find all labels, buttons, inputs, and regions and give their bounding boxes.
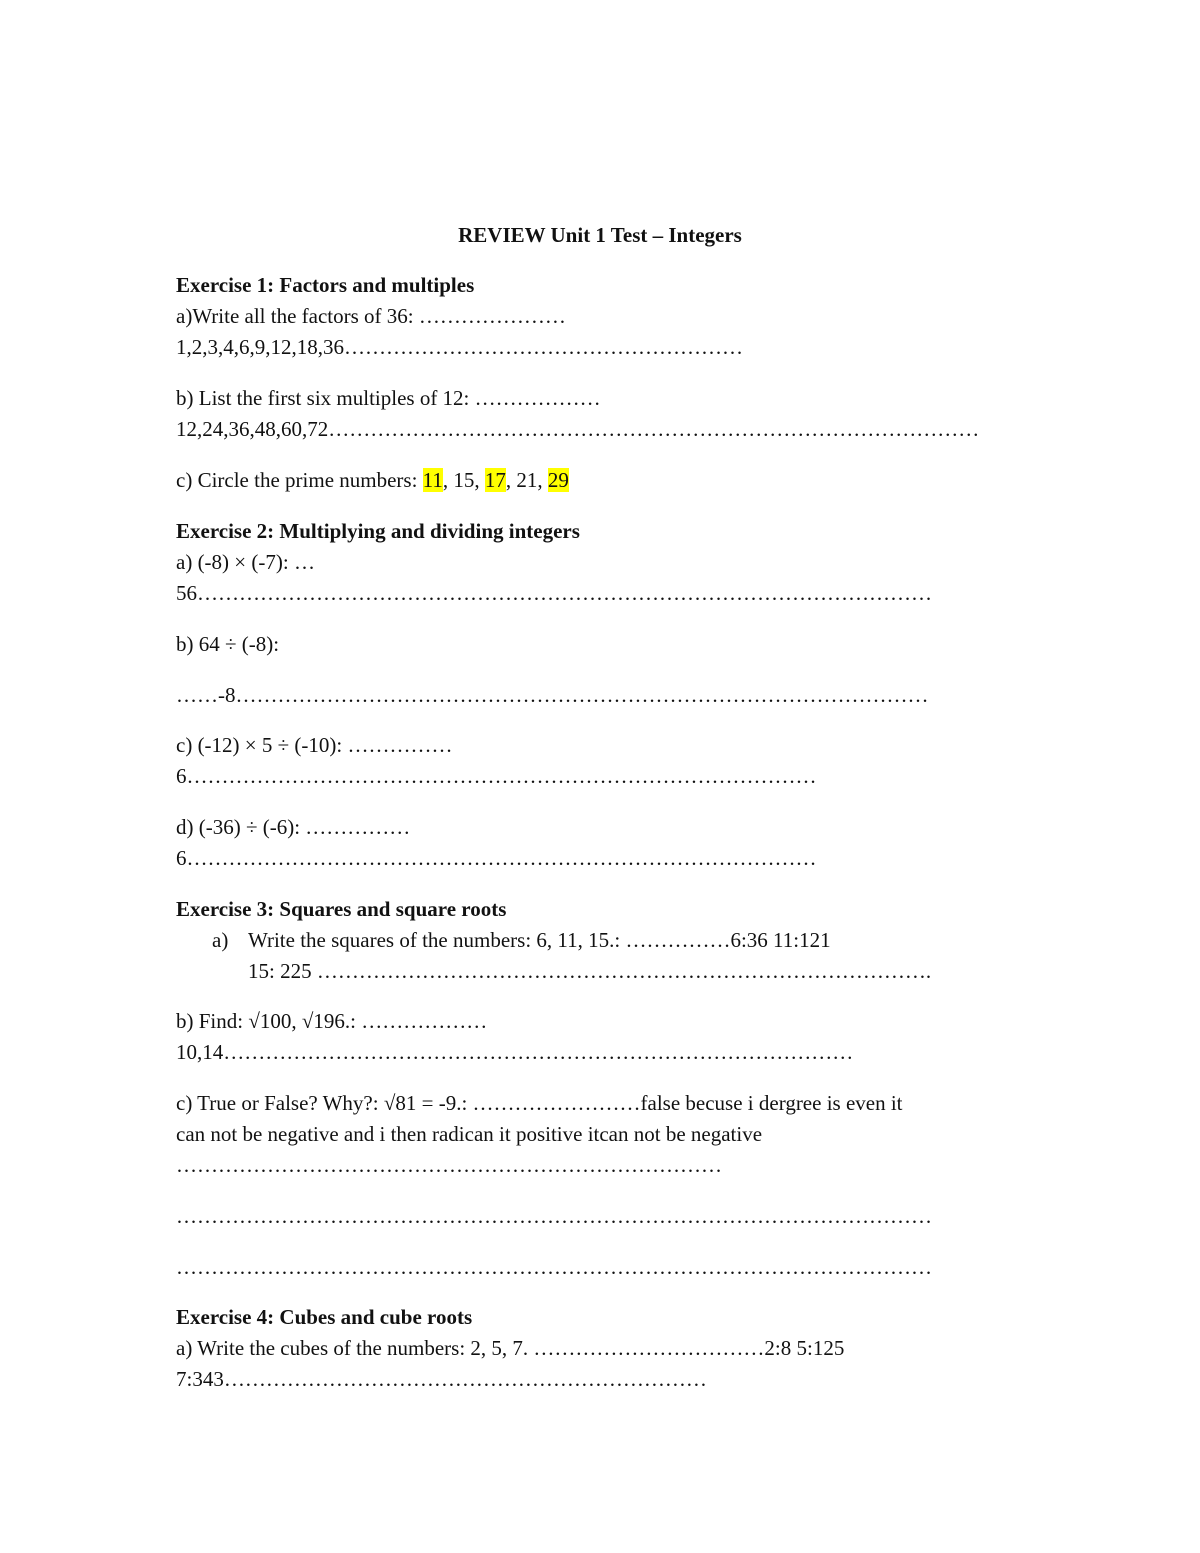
exercise-1a-question: a)Write all the factors of 36: ………………… (176, 304, 566, 328)
number-separator: , 15, (442, 468, 485, 492)
exercise-3c-question: c) True or False? Why?: √81 = -9.: ……………………false becuse i dergree is even it (176, 1091, 903, 1115)
exercise-2d-answer: 6……………………………………………………………………………… (176, 846, 817, 870)
exercise-3c-answer-line-1: …………………………………………………………………… (176, 1153, 722, 1177)
exercise-1c-label: c) Circle the prime numbers: (176, 468, 423, 492)
exercise-3-heading: Exercise 3: Squares and square roots (176, 897, 507, 921)
exercise-4-heading: Exercise 4: Cubes and cube roots (176, 1305, 473, 1329)
exercise-1-heading: Exercise 1: Factors and multiples (176, 273, 475, 297)
exercise-2b-question: b) 64 ÷ (-8): (176, 632, 280, 656)
exercise-2b-answer: ……-8……………………………………………………………………………………… (176, 683, 929, 707)
highlighted-prime-11: 11 (422, 468, 443, 492)
exercise-1c-question (176, 466, 569, 494)
exercise-2a-question: a) (-8) × (-7): … (176, 550, 315, 574)
exercise-4a-question: a) Write the cubes of the numbers: 2, 5, 7. ……………………………2:8 5:125 (176, 1336, 845, 1360)
exercise-3c-question-continued: can not be negative and i then radican it positive itcan not be negative (176, 1122, 763, 1146)
highlighted-prime-29: 29 (547, 468, 569, 492)
page-title: REVIEW Unit 1 Test – Integers (458, 223, 742, 247)
exercise-2c-question: c) (-12) × 5 ÷ (-10): …………… (176, 733, 453, 757)
exercise-1a-answer: 1,2,3,4,6,9,12,18,36………………………………………………… (176, 335, 743, 359)
exercise-3b-question: b) Find: √100, √196.: ……………… (176, 1009, 488, 1033)
exercise-2a-answer: 56…………………………………………………………………………………………… (176, 581, 932, 605)
highlighted-prime-17: 17 (484, 468, 506, 492)
exercise-3c-answer-line-2: ……………………………………………………………………………………………… (176, 1204, 932, 1228)
exercise-1b-answer: 12,24,36,48,60,72………………………………………………………………………………… (176, 417, 980, 441)
exercise-3b-answer: 10,14……………………………………………………………………………… (176, 1040, 854, 1064)
exercise-2-heading: Exercise 2: Multiplying and dividing integers (176, 519, 580, 543)
exercise-1b-question: b) List the first six multiples of 12: ……………… (176, 386, 601, 410)
exercise-2d-question: d) (-36) ÷ (-6): …………… (176, 815, 411, 839)
exercise-3c-answer-line-3: ……………………………………………………………………………………………… (176, 1255, 932, 1279)
exercise-3a-answer: 15: 225 ……………………………………………………………………………. (248, 959, 932, 983)
exercise-3a-label: a) (212, 928, 229, 952)
exercise-4a-answer: 7:343…………………………………………………………… (176, 1367, 707, 1391)
number-separator: , 21, (505, 468, 548, 492)
exercise-3a-question: Write the squares of the numbers: 6, 11, 15.: ……………6:36 11:121 (248, 928, 831, 952)
exercise-2c-answer: 6……………………………………………………………………………… (176, 764, 817, 788)
